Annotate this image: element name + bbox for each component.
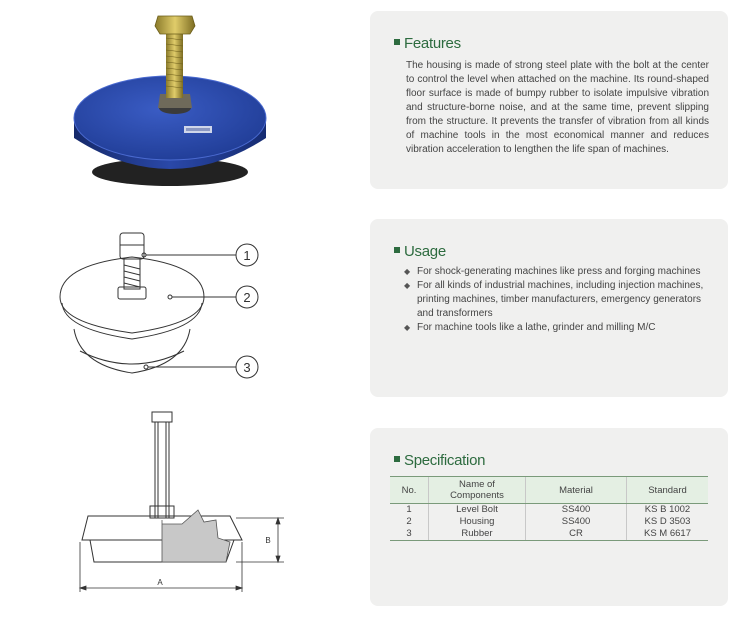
features-panel (370, 11, 728, 189)
column-header-no: No. (390, 477, 429, 504)
table-cell: SS400 (526, 504, 627, 517)
usage-item (404, 321, 714, 335)
table-row (390, 504, 708, 517)
bullet-square-icon (394, 456, 400, 462)
table-row (390, 528, 708, 541)
callout-1: 1 (243, 248, 251, 263)
usage-title (394, 243, 446, 260)
specification-title (394, 452, 485, 469)
table-cell: KS D 3503 (627, 516, 709, 528)
features-title-text: Features (404, 35, 461, 52)
table-header-row (390, 477, 708, 504)
dimension-b-label: B (265, 536, 271, 545)
column-header-components: Name of Components (429, 477, 526, 504)
callout-3: 3 (243, 360, 251, 375)
bullet-square-icon (394, 247, 400, 253)
product-photo (60, 10, 300, 200)
usage-panel (370, 219, 728, 397)
diamond-bullet-icon: ◆ (404, 267, 411, 276)
features-title (394, 35, 461, 52)
callout-2: 2 (243, 290, 251, 305)
column-header-material: Material (526, 477, 627, 504)
table-cell: Rubber (429, 528, 526, 541)
table-cell: KS M 6617 (627, 528, 709, 541)
table-row (390, 516, 708, 528)
table-cell: 2 (406, 516, 412, 527)
section-drawing (70, 410, 290, 605)
table-cell: 3 (390, 528, 429, 541)
features-text: The housing is made of strong steel plate with the bolt at the center to control the level when attached on the machine. Its round-shaped floor surface is made of bumpy rubber to isolate impulsive vibration and structure-borne noise, and at the same time, prevent slipping from the structure. It prevents the transfer of vibration from all kinds of machine tools in the most economical manner and reduces vibration acceleration to lengthen the life span of machines. (406, 60, 709, 155)
table-cell: Level Bolt (429, 504, 526, 517)
table-cell: 1 (406, 504, 412, 515)
diamond-bullet-icon: ◆ (404, 323, 411, 332)
usage-item (404, 265, 714, 279)
specification-table (390, 476, 708, 541)
usage-item-text: For all kinds of industrial machines, including injection machines, printing machines, timber manufacturers, emergency generators and transformers (417, 280, 704, 319)
specification-panel (370, 428, 728, 606)
diamond-bullet-icon: ◆ (404, 281, 411, 290)
bullet-square-icon (394, 39, 400, 45)
usage-item-text: For machine tools like a lathe, grinder and milling M/C (417, 322, 656, 333)
usage-item (404, 279, 714, 321)
table-cell: KS B 1002 (627, 504, 709, 517)
table-cell: SS400 (526, 516, 627, 528)
usage-item-text: For shock-generating machines like press and forging machines (417, 266, 701, 277)
usage-list (404, 265, 714, 335)
table-cell: CR (526, 528, 627, 541)
dimension-a-label: A (157, 578, 163, 587)
specification-title-text: Specification (404, 452, 486, 469)
usage-title-text: Usage (404, 243, 446, 260)
column-header-standard: Standard (627, 477, 709, 504)
table-cell: Housing (429, 516, 526, 528)
parts-drawing (50, 225, 270, 390)
